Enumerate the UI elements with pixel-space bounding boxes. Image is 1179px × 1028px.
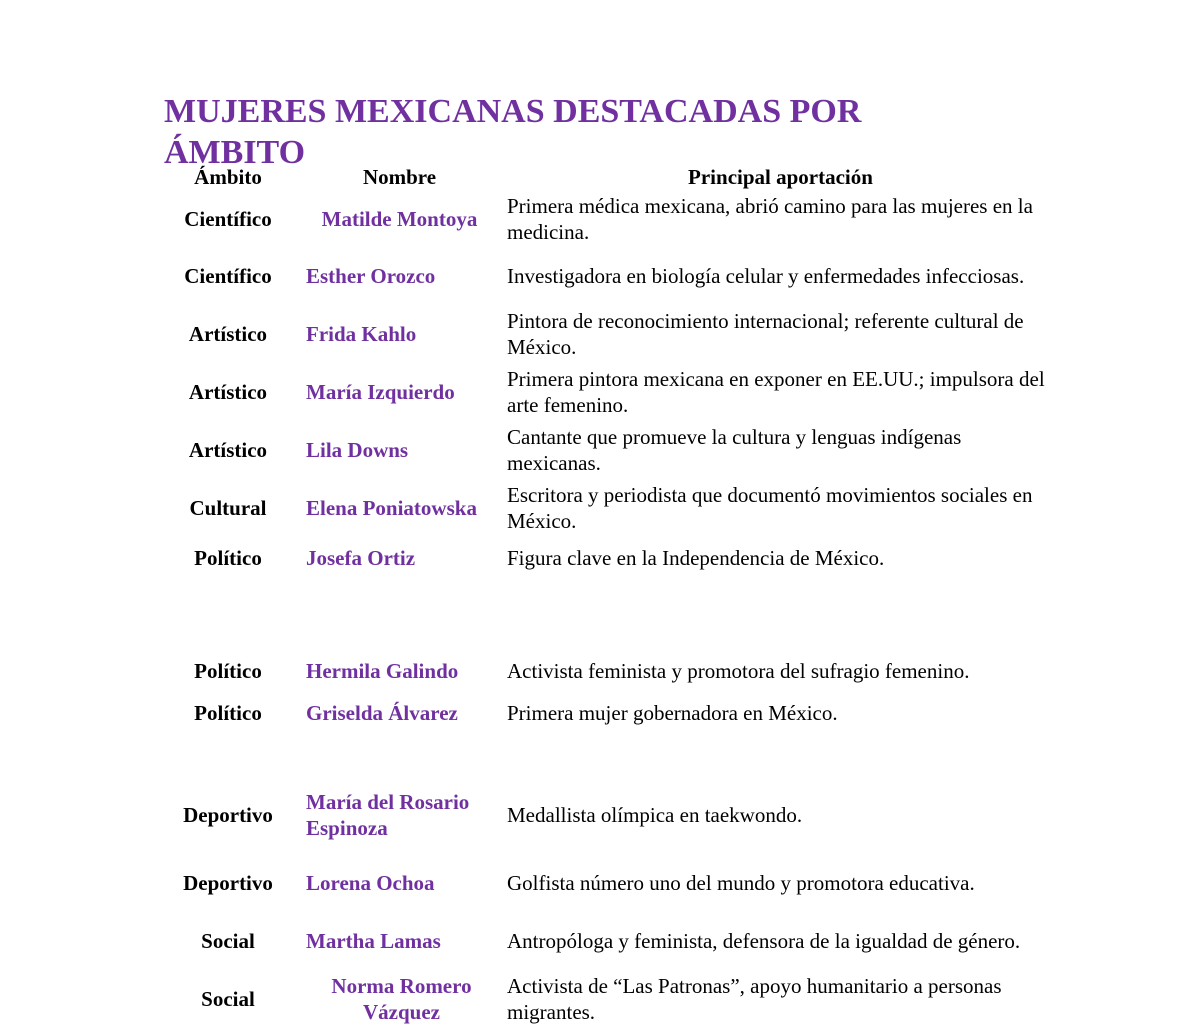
cell-nombre: Lila Downs <box>306 438 409 462</box>
cell-ambito: Social <box>201 987 255 1011</box>
table-row <box>164 700 1054 776</box>
cell-nombre: Hermila Galindo <box>306 659 459 683</box>
cell-aportacion: Pintora de reconocimiento internacional; referente cultural de México. <box>507 309 1024 359</box>
cell-aportacion: Golfista número uno del mundo y promotora educativa. <box>507 871 975 895</box>
table-row <box>164 479 1054 537</box>
cell-ambito: Artístico <box>188 438 268 462</box>
cell-aportacion: Primera médica mexicana, abrió camino para las mujeres en la medicina. <box>507 193 1033 244</box>
cell-aportacion: Escritora y periodista que documentó movimientos sociales en México. <box>507 483 1033 533</box>
cell-ambito: Deportivo <box>183 803 273 827</box>
table-row <box>164 776 1054 854</box>
cell-nombre: Elena Poniatowska <box>306 496 477 520</box>
column-header-nombre: Nombre <box>362 165 437 189</box>
table-row <box>164 247 1054 305</box>
table-header <box>164 164 1054 190</box>
cell-aportacion: Investigadora en biología celular y enfermedades infecciosas. <box>507 264 1025 288</box>
cell-aportacion: Antropóloga y feminista, defensora de la igualdad de género. <box>507 929 1021 953</box>
table-row <box>164 970 1054 1028</box>
cell-ambito: Artístico <box>188 322 268 346</box>
cell-ambito: Político <box>194 546 262 570</box>
cell-aportacion: Cantante que promueve la cultura y lenguas indígenas mexicanas. <box>507 425 962 475</box>
table-row <box>164 854 1054 912</box>
cell-ambito: Científico <box>184 264 272 288</box>
cell-nombre: María Izquierdo <box>306 380 455 404</box>
table-header-row <box>164 164 1054 190</box>
table-row <box>164 305 1054 363</box>
cell-ambito: Científico <box>184 206 272 231</box>
table-container <box>164 164 1054 1028</box>
cell-aportacion: Activista feminista y promotora del sufragio femenino. <box>507 659 970 683</box>
cell-aportacion: Primera pintora mexicana en exponer en EE.UU.; impulsora del arte femenino. <box>507 367 1045 417</box>
cell-aportacion: Figura clave en la Independencia de México. <box>507 546 885 570</box>
column-header-aportacion: Principal aportación <box>688 165 873 189</box>
table-row <box>164 537 1054 642</box>
cell-ambito: Cultural <box>189 496 267 520</box>
page-title: MUJERES MEXICANAS DESTACADAS POR ÁMBITO <box>164 92 862 171</box>
cell-nombre: Frida Kahlo <box>306 322 417 346</box>
cell-ambito: Deportivo <box>183 871 273 895</box>
table-body <box>164 190 1054 1028</box>
column-header-ambito: Ámbito <box>194 165 262 189</box>
cell-nombre: Norma Romero Vázquez <box>331 974 472 1024</box>
cell-nombre: Josefa Ortiz <box>306 546 416 570</box>
cell-aportacion: Medallista olímpica en taekwondo. <box>507 803 803 827</box>
cell-aportacion: Primera mujer gobernadora en México. <box>507 701 838 725</box>
cell-nombre: Matilde Montoya <box>321 206 478 231</box>
cell-ambito: Artístico <box>188 380 268 404</box>
cell-aportacion: Activista de “Las Patronas”, apoyo humanitario a personas migrantes. <box>507 974 1002 1024</box>
table-row <box>164 642 1054 700</box>
table-row <box>164 363 1054 421</box>
cell-ambito: Político <box>194 701 262 725</box>
table-row <box>164 912 1054 970</box>
table-row <box>164 190 1054 247</box>
cell-nombre: Lorena Ochoa <box>306 871 435 895</box>
cell-ambito: Social <box>201 929 255 953</box>
cell-nombre: Griselda Álvarez <box>306 701 458 725</box>
cell-nombre: María del Rosario Espinoza <box>306 790 470 840</box>
women-achievements-table <box>164 164 1054 1028</box>
cell-nombre: Martha Lamas <box>306 929 441 953</box>
cell-ambito: Político <box>194 659 262 683</box>
cell-nombre: Esther Orozco <box>306 264 436 288</box>
table-row <box>164 421 1054 479</box>
